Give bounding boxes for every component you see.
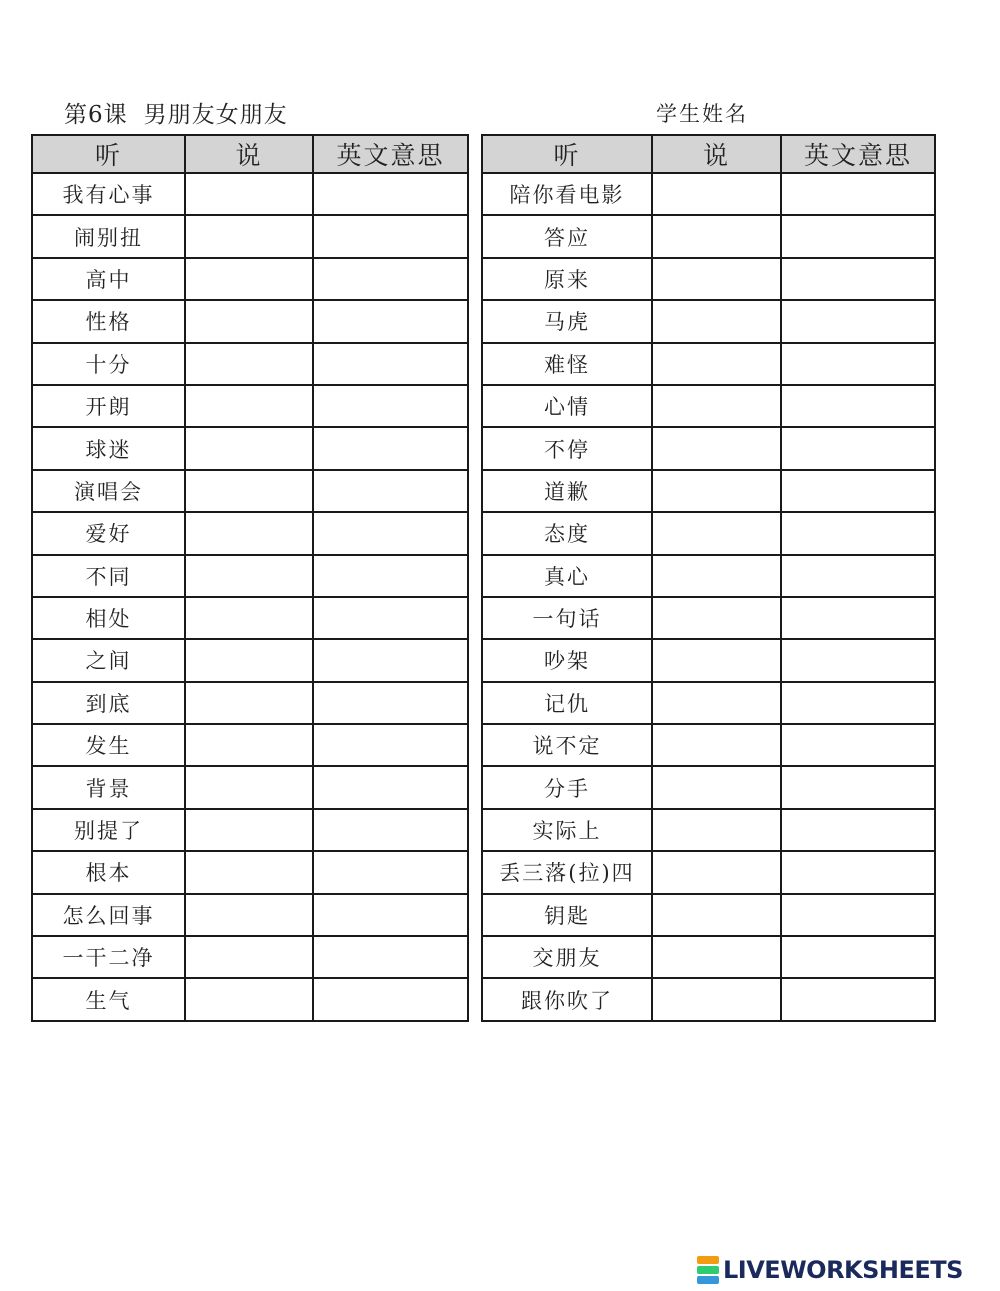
- vocab-row: [32, 173, 468, 215]
- vocab-table-left-body: [32, 173, 468, 1021]
- vocab-row: [482, 173, 935, 215]
- vocab-row: [32, 724, 468, 766]
- vocab-word: 球迷: [32, 427, 185, 469]
- vocab-word: 记仇: [482, 682, 652, 724]
- vocab-word: 真心: [482, 555, 652, 597]
- vocab-row: [32, 385, 468, 427]
- speak-answer-cell[interactable]: [652, 597, 781, 639]
- english-meaning-cell[interactable]: [781, 343, 935, 385]
- english-meaning-cell[interactable]: [781, 173, 935, 215]
- english-meaning-cell[interactable]: [313, 173, 468, 215]
- english-meaning-cell[interactable]: [313, 851, 468, 893]
- vocab-row: [482, 555, 935, 597]
- english-meaning-cell[interactable]: [781, 258, 935, 300]
- liveworksheets-logo-icon: [697, 1256, 719, 1284]
- vocab-row: [32, 851, 468, 893]
- speak-answer-cell[interactable]: [185, 809, 313, 851]
- vocab-row: [482, 809, 935, 851]
- vocab-row: [482, 385, 935, 427]
- speak-answer-cell[interactable]: [185, 724, 313, 766]
- vocab-row: [32, 512, 468, 554]
- vocab-word: 交朋友: [482, 936, 652, 978]
- speak-answer-cell[interactable]: [185, 427, 313, 469]
- speak-answer-cell[interactable]: [652, 343, 781, 385]
- vocab-word: 答应: [482, 215, 652, 257]
- vocab-word: 生气: [32, 978, 185, 1020]
- table-header-row: [482, 135, 935, 173]
- vocab-word: 态度: [482, 512, 652, 554]
- speak-answer-cell[interactable]: [652, 851, 781, 893]
- vocab-word: 说不定: [482, 724, 652, 766]
- vocab-word: 之间: [32, 639, 185, 681]
- english-meaning-cell[interactable]: [781, 427, 935, 469]
- english-meaning-cell[interactable]: [313, 343, 468, 385]
- speak-answer-cell[interactable]: [652, 258, 781, 300]
- vocab-row: [32, 978, 468, 1020]
- english-meaning-cell[interactable]: [313, 300, 468, 342]
- vocab-word: 不同: [32, 555, 185, 597]
- english-meaning-cell[interactable]: [313, 809, 468, 851]
- lesson-name: 男朋友女朋友: [143, 102, 288, 128]
- vocab-table-right: [481, 134, 936, 1022]
- english-meaning-cell[interactable]: [313, 597, 468, 639]
- vocab-row: [32, 894, 468, 936]
- lesson-title: [64, 96, 288, 129]
- english-meaning-cell[interactable]: [781, 894, 935, 936]
- vocab-row: [32, 809, 468, 851]
- vocab-table-left: [31, 134, 469, 1022]
- brand-name: LIVEWORKSHEETS: [723, 1256, 963, 1284]
- speak-answer-cell[interactable]: [185, 300, 313, 342]
- vocab-row: [482, 512, 935, 554]
- speak-answer-cell[interactable]: [185, 470, 313, 512]
- vocab-row: [482, 427, 935, 469]
- speak-answer-cell[interactable]: [185, 766, 313, 808]
- speak-answer-cell[interactable]: [652, 470, 781, 512]
- english-meaning-cell[interactable]: [781, 215, 935, 257]
- lesson-number: 第6课: [64, 102, 128, 128]
- vocab-word: 怎么回事: [32, 894, 185, 936]
- column-header-meaning: 英文意思: [781, 135, 935, 173]
- vocab-row: [482, 258, 935, 300]
- vocab-row: [482, 300, 935, 342]
- vocab-row: [482, 851, 935, 893]
- speak-answer-cell[interactable]: [652, 978, 781, 1020]
- column-header-listen: 听: [482, 135, 652, 173]
- speak-answer-cell[interactable]: [652, 215, 781, 257]
- speak-answer-cell[interactable]: [185, 597, 313, 639]
- vocab-row: [32, 936, 468, 978]
- vocab-row: [32, 470, 468, 512]
- english-meaning-cell[interactable]: [313, 215, 468, 257]
- speak-answer-cell[interactable]: [185, 258, 313, 300]
- vocab-row: [482, 766, 935, 808]
- speak-answer-cell[interactable]: [185, 639, 313, 681]
- english-meaning-cell[interactable]: [781, 809, 935, 851]
- vocab-row: [482, 682, 935, 724]
- vocab-row: [32, 215, 468, 257]
- speak-answer-cell[interactable]: [185, 512, 313, 554]
- column-header-meaning: 英文意思: [313, 135, 468, 173]
- vocab-word: 陪你看电影: [482, 173, 652, 215]
- english-meaning-cell[interactable]: [313, 724, 468, 766]
- vocab-word: 高中: [32, 258, 185, 300]
- vocab-word: 马虎: [482, 300, 652, 342]
- speak-answer-cell[interactable]: [185, 682, 313, 724]
- vocab-row: [32, 639, 468, 681]
- vocab-row: [32, 427, 468, 469]
- speak-answer-cell[interactable]: [652, 766, 781, 808]
- speak-answer-cell[interactable]: [652, 809, 781, 851]
- vocab-word: 一干二净: [32, 936, 185, 978]
- vocab-row: [482, 724, 935, 766]
- speak-answer-cell[interactable]: [652, 555, 781, 597]
- vocab-word: 背景: [32, 766, 185, 808]
- english-meaning-cell[interactable]: [781, 300, 935, 342]
- english-meaning-cell[interactable]: [313, 512, 468, 554]
- speak-answer-cell[interactable]: [185, 343, 313, 385]
- logo-bar-l: [697, 1256, 719, 1264]
- speak-answer-cell[interactable]: [652, 427, 781, 469]
- vocab-word: 别提了: [32, 809, 185, 851]
- speak-answer-cell[interactable]: [185, 215, 313, 257]
- vocab-word: 难怪: [482, 343, 652, 385]
- english-meaning-cell[interactable]: [781, 851, 935, 893]
- english-meaning-cell[interactable]: [313, 682, 468, 724]
- vocab-row: [482, 597, 935, 639]
- vocab-row: [32, 766, 468, 808]
- english-meaning-cell[interactable]: [313, 639, 468, 681]
- vocab-row: [32, 597, 468, 639]
- english-meaning-cell[interactable]: [313, 894, 468, 936]
- vocab-row: [32, 343, 468, 385]
- vocab-word: 实际上: [482, 809, 652, 851]
- speak-answer-cell[interactable]: [185, 555, 313, 597]
- speak-answer-cell[interactable]: [652, 512, 781, 554]
- vocab-word: 分手: [482, 766, 652, 808]
- speak-answer-cell[interactable]: [185, 385, 313, 427]
- column-header-speak: 说: [652, 135, 781, 173]
- vocab-word: 原来: [482, 258, 652, 300]
- english-meaning-cell[interactable]: [313, 936, 468, 978]
- english-meaning-cell[interactable]: [781, 978, 935, 1020]
- english-meaning-cell[interactable]: [313, 427, 468, 469]
- logo-bar-e: [697, 1276, 719, 1284]
- speak-answer-cell[interactable]: [185, 173, 313, 215]
- speak-answer-cell[interactable]: [185, 894, 313, 936]
- vocab-word: 开朗: [32, 385, 185, 427]
- vocab-word: 性格: [32, 300, 185, 342]
- vocab-word: 到底: [32, 682, 185, 724]
- student-name-label: 学生姓名: [656, 102, 748, 126]
- vocab-row: [482, 470, 935, 512]
- vocab-row: [482, 936, 935, 978]
- english-meaning-cell[interactable]: [781, 597, 935, 639]
- vocab-word: 演唱会: [32, 470, 185, 512]
- vocab-word: 根本: [32, 851, 185, 893]
- vocab-word: 闹别扭: [32, 215, 185, 257]
- vocab-word: 相处: [32, 597, 185, 639]
- speak-answer-cell[interactable]: [652, 639, 781, 681]
- speak-answer-cell[interactable]: [652, 173, 781, 215]
- column-header-speak: 说: [185, 135, 313, 173]
- speak-answer-cell[interactable]: [652, 936, 781, 978]
- speak-answer-cell[interactable]: [652, 300, 781, 342]
- vocab-word: 爱好: [32, 512, 185, 554]
- english-meaning-cell[interactable]: [781, 512, 935, 554]
- english-meaning-cell[interactable]: [781, 766, 935, 808]
- speak-answer-cell[interactable]: [185, 978, 313, 1020]
- vocab-word: 丢三落(拉)四: [482, 851, 652, 893]
- logo-bar-w: [697, 1266, 719, 1274]
- vocab-word: 发生: [32, 724, 185, 766]
- vocab-word: 不停: [482, 427, 652, 469]
- english-meaning-cell[interactable]: [781, 470, 935, 512]
- english-meaning-cell[interactable]: [781, 555, 935, 597]
- vocab-word: 道歉: [482, 470, 652, 512]
- speak-answer-cell[interactable]: [652, 724, 781, 766]
- vocab-row: [482, 343, 935, 385]
- speak-answer-cell[interactable]: [652, 682, 781, 724]
- vocab-word: 十分: [32, 343, 185, 385]
- vocab-row: [32, 258, 468, 300]
- speak-answer-cell[interactable]: [652, 894, 781, 936]
- vocab-word: 我有心事: [32, 173, 185, 215]
- liveworksheets-brand: [697, 1254, 963, 1286]
- vocab-row: [482, 639, 935, 681]
- vocab-row: [32, 682, 468, 724]
- table-header-row: [32, 135, 468, 173]
- english-meaning-cell[interactable]: [781, 724, 935, 766]
- vocab-word: 一句话: [482, 597, 652, 639]
- column-header-listen: 听: [32, 135, 185, 173]
- english-meaning-cell[interactable]: [313, 258, 468, 300]
- english-meaning-cell[interactable]: [313, 978, 468, 1020]
- vocab-word: 跟你吹了: [482, 978, 652, 1020]
- vocab-row: [32, 300, 468, 342]
- speak-answer-cell[interactable]: [185, 851, 313, 893]
- english-meaning-cell[interactable]: [313, 470, 468, 512]
- english-meaning-cell[interactable]: [781, 385, 935, 427]
- english-meaning-cell[interactable]: [781, 936, 935, 978]
- english-meaning-cell[interactable]: [313, 385, 468, 427]
- english-meaning-cell[interactable]: [781, 682, 935, 724]
- speak-answer-cell[interactable]: [652, 385, 781, 427]
- vocab-word: 心情: [482, 385, 652, 427]
- vocab-row: [32, 555, 468, 597]
- vocab-row: [482, 215, 935, 257]
- vocab-row: [482, 978, 935, 1020]
- vocab-word: 钥匙: [482, 894, 652, 936]
- english-meaning-cell[interactable]: [781, 639, 935, 681]
- vocab-word: 吵架: [482, 639, 652, 681]
- english-meaning-cell[interactable]: [313, 766, 468, 808]
- english-meaning-cell[interactable]: [313, 555, 468, 597]
- vocab-row: [482, 894, 935, 936]
- speak-answer-cell[interactable]: [185, 936, 313, 978]
- vocab-table-right-body: [482, 173, 935, 1021]
